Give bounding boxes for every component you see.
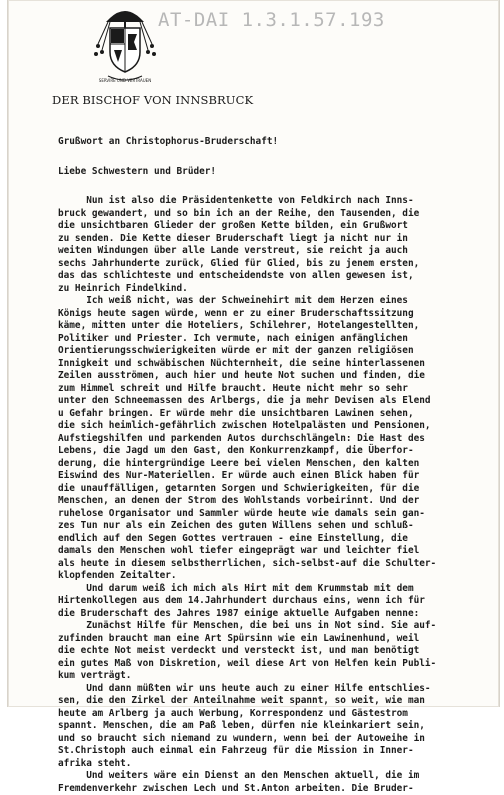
letter-line: ruhelose Organisator und Sammler würde heute wie damals sein gan- <box>58 508 488 521</box>
letter-line: Und dann müßten wir uns heute auch zu einer Hilfe entschlies- <box>58 683 488 696</box>
letter-line: Lebens, die Jagd um den Gast, den Konkurrenzkampf, die Überfor- <box>58 445 488 458</box>
letter-line: und so braucht sich niemand zu wundern, wenn bei der Autoweihe in <box>58 733 488 746</box>
letter-line: afrika steht. <box>58 758 488 771</box>
letterhead-title: DER BISCHOF VON INNSBRUCK <box>52 93 352 107</box>
letter-line: Nun ist also die Präsidentenkette von Feldkirch nach Inns- <box>58 195 488 208</box>
letter-line: Und darum weiß ich mich als Hirt mit dem Krummstab mit dem <box>58 583 488 596</box>
letter-body <box>58 136 488 795</box>
letter-line: derung, die hintergründige Leere bei vielen Menschen, den kalten <box>58 458 488 471</box>
letter-line: damals den Menschen wohl tiefer eingeprägt war und leichter fiel <box>58 545 488 558</box>
letter-line: Fremdenverkehr zwischen Lech und St.Anton arbeiten. Die Bruder- <box>58 783 488 795</box>
letter-line: Innigkeit und schwäbischen Nüchternheit, die seine hinterlassenen <box>58 358 488 371</box>
letter-line: Zeilen ausströmen, auch hier und heute Not suchen und finden, die <box>58 370 488 383</box>
letter-line: die Bruderschaft des Jahres 1987 einige aktuelle Aufgaben nenne: <box>58 608 488 621</box>
letter-line: kum verträgt. <box>58 670 488 683</box>
letter-line: Königs heute sagen würde, wenn er zu einer Bruderschaftssitzung <box>58 308 488 321</box>
letter-line: Zunächst Hilfe für Menschen, die bei uns in Not sind. Sie auf- <box>58 620 488 633</box>
letter-subject: Grußwort an Christophorus-Bruderschaft! <box>58 136 488 149</box>
letter-line: Orientierungsschwierigkeiten würde er mit der ganzen religiösen <box>58 345 488 358</box>
letter-line: käme, mitten unter die Hoteliers, Schilehrer, Hotelangestellten, <box>58 320 488 333</box>
letter-line: die sich heimlich-gefährlich zwischen Hotelpalästen und Pensionen, <box>58 420 488 433</box>
letter-line: bruck gewandert, und so bin ich an der Reihe, den Tausenden, die <box>58 208 488 221</box>
letter-line: die echte Not meist verdeckt und versteckt ist, und man benötigt <box>58 645 488 658</box>
letter-paragraphs <box>58 195 488 795</box>
letter-line: das das schlichteste und entscheidendste von allen gewesen ist, <box>58 270 488 283</box>
letter-line: als heute in diesem selbstherrlichen, sich-selbst-auf die Schulter- <box>58 558 488 571</box>
archive-stamp: AT-DAI 1.3.1.57.193 <box>158 8 426 33</box>
letter-line: zu Heinrich Findelkind. <box>58 283 488 296</box>
letter-line: die unsichtbaren Glieder der großen Kette bilden, ein Grußwort <box>58 220 488 233</box>
letter-line: Eiswind des Nur-Materiellen. Er würde auch einen Blick haben für <box>58 470 488 483</box>
letter-salutation: Liebe Schwestern und Brüder! <box>58 166 488 179</box>
letter-line: Menschen, an denen der Strom des Wohlstands vorbeirinnt. Und der <box>58 495 488 508</box>
letter-line: sechs Jahrhunderte zurück, Glied für Glied, bis zu jenem ersten, <box>58 258 488 271</box>
letter-line: St.Christoph auch einmal ein Fahrzeug für die Mission in Inner- <box>58 745 488 758</box>
letter-line: heute am Arlberg ja auch Werbung, Korrespondenz und Gästestrom <box>58 708 488 721</box>
letter-line: u Gefahr bringen. Er würde mehr die unsichtbaren Lawinen sehen, <box>58 408 488 421</box>
letter-line: spannt. Menschen, die am Paß leben, dürfen nie kleinkariert sein, <box>58 720 488 733</box>
letter-line: ein gutes Maß von Diskretion, weil diese Art von Helfen kein Publi- <box>58 658 488 671</box>
letter-page <box>7 0 500 707</box>
letter-line: unter den Schneemassen des Arlbergs, die ja mehr Devisen als Elend <box>58 395 488 408</box>
letter-line: weiten Windungen über alle Lande verstreut, sie reicht ja auch <box>58 245 488 258</box>
letter-line: Ich weiß nicht, was der Schweinehirt mit dem Herzen eines <box>58 295 488 308</box>
letter-line: zu senden. Die Kette dieser Bruderschaft liegt ja nicht nur in <box>58 233 488 246</box>
letter-line: zufinden braucht man eine Art Spürsinn wie ein Lawinenhund, weil <box>58 633 488 646</box>
letter-line: Aufstiegshilfen und parkenden Autos durchschlängeln: Die Hast des <box>58 433 488 446</box>
letter-line: Politiker und Priester. Ich vermute, nach einigen anfänglichen <box>58 333 488 346</box>
letter-line: sen, die den Zirkel der Anteilnahme weit spannt, so weit, wie man <box>58 695 488 708</box>
letter-line: Hirtenkollegen aus dem 14.Jahrhundert durchaus eins, wenn ich für <box>58 595 488 608</box>
letter-line: die unauffälligen, getarnten Sorgen und Schwierigkeiten, für die <box>58 483 488 496</box>
letter-line: Und weiters wäre ein Dienst an den Menschen aktuell, die im <box>58 770 488 783</box>
bishop-crest-icon <box>88 0 163 92</box>
letter-line: klopfenden Zeitalter. <box>58 570 488 583</box>
svg-text:SERVIRE UND VERTRAUEN: SERVIRE UND VERTRAUEN <box>99 78 151 83</box>
letter-line: zum Himmel schreit und Hilfe braucht. Heute nicht mehr so sehr <box>58 383 488 396</box>
letter-line: endlich auf den Segen Gottes vertrauen - eine Einstellung, die <box>58 533 488 546</box>
letter-line: zes Tun nur als ein Zeichen des guten Willens sehen und schluß- <box>58 520 488 533</box>
